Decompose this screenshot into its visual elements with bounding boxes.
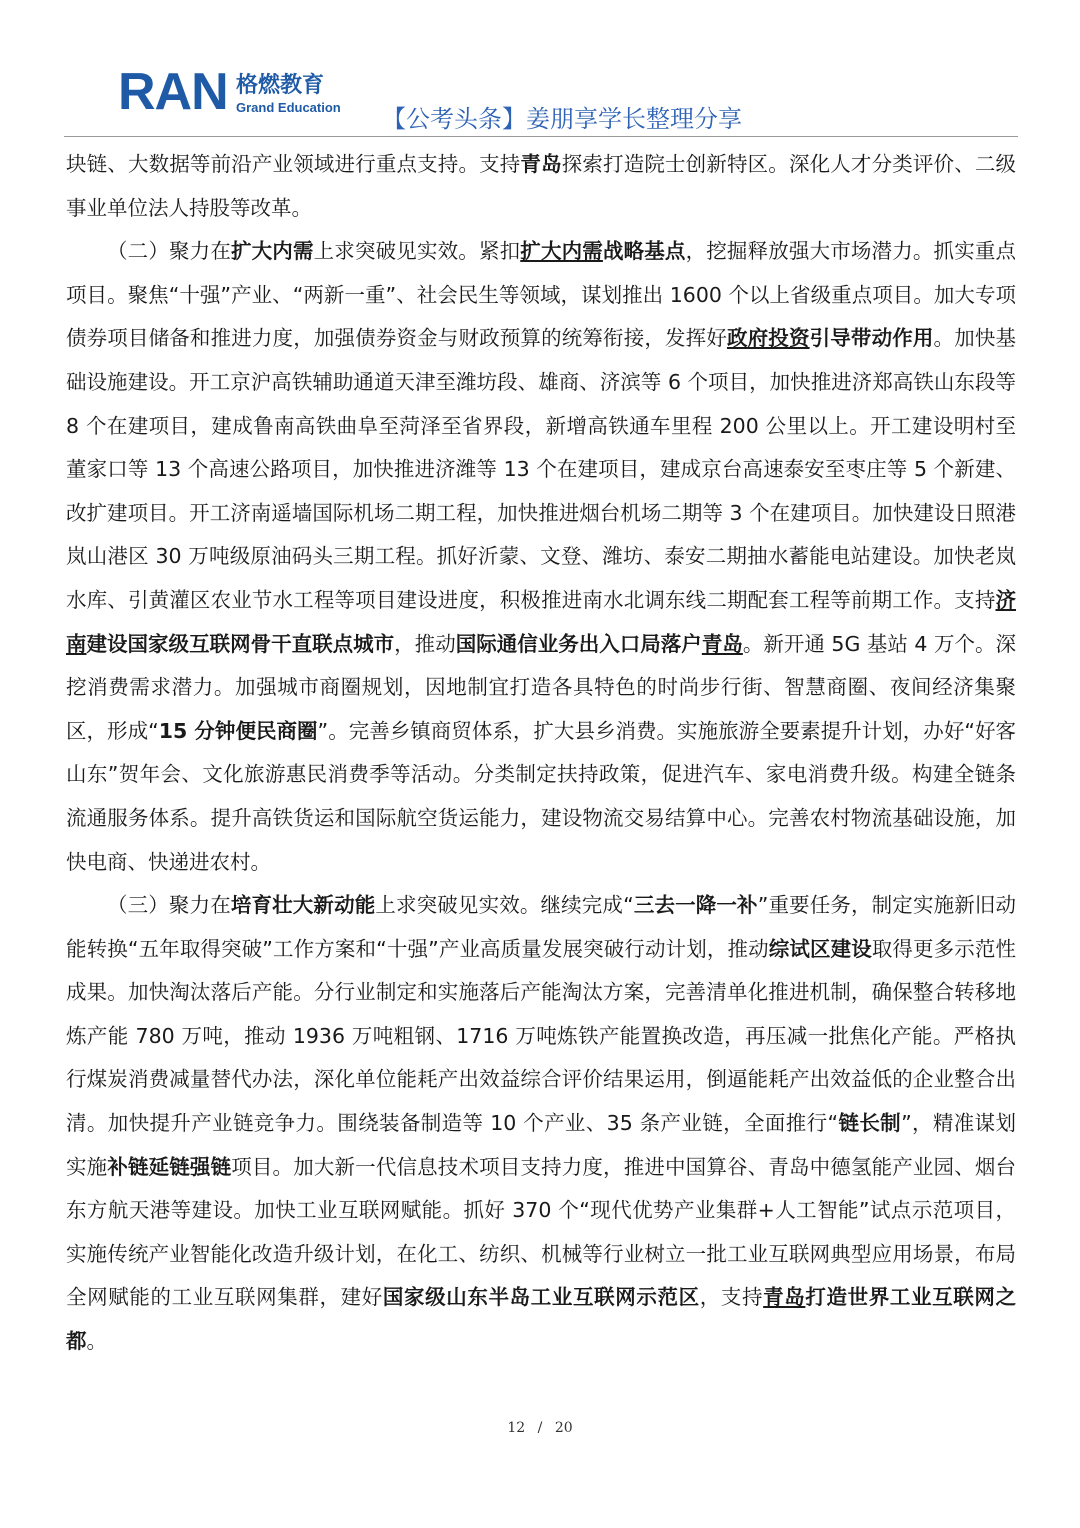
paragraph-2 — [66, 230, 1016, 884]
emphasis-text: 引导带动作用 — [809, 326, 934, 351]
text-run: 上求突破见实效。紧扣 — [313, 239, 521, 264]
page-separator: / — [537, 1420, 543, 1436]
emphasis-text: 国际通信业务出入口局落户 — [455, 631, 702, 656]
emphasis-text: 青岛 — [763, 1285, 806, 1310]
logo-chinese-name: 格燃教育 — [236, 73, 325, 98]
text-run: 取得更多示范性成果。加快淘汰落后产能。分行业制定和实施落后产能淘汰方案，完善清单化推进机制，确保整合转移地炼产能 780 万吨，推动 1936 万吨粗钢、1716 万吨炼铁产能置换改造，再压减一批焦化产能。严格执行煤炭消费减量替代办法，深化单位能耗产出效益综合评价结果运用，倒逼能耗产出效益低的企业整合出清。加快提升产业链竞争力。围绕装备制造等 10 个产业、35 条产业链，全面推行“ — [66, 936, 1017, 1136]
text-run: ，挖掘释放强大市场潜力。抓实重点项目。聚焦“十强”产业、“两新一重”、社会民生等领域，谋划推出 1600 个以上省级重点项目。加大专项债券项目储备和推进力度，加强债券资金与财政预算的统筹衔接，发挥好 — [66, 239, 1017, 351]
emphasis-text: 链长制 — [838, 1111, 902, 1136]
text-run: 。加快基础设施建设。开工京沪高铁辅助通道天津至潍坊段、雄商、济滨等 6 个项目，加快推进济郑高铁山东段等 8 个在建项目，建成鲁南高铁曲阜至菏泽至省界段，新增高铁通车里程 200 公里以上。开工建设明村至董家口等 13 个高速公路项目，加快推进济潍等 13 个在建项目，建成京台高速泰安至枣庄等 5 个新建、改扩建项目。开工济南遥墙国际机场二期工程，加快推进烟台机场二期等 3 个在建项目。加快建设日照港岚山港区 30 万吨级原油码头三期工程。抓好沂蒙、文登、潍坊、泰安二期抽水蓄能电站建设。加快老岚水库、引黄灌区农业节水工程等项目建设进度，积极推进南水北调东线二期配套工程等前期工作。支持 — [66, 326, 1017, 612]
text-run: 探索打造院士创新特区。深化人才分类评价、二级事业单位法人持股等改革。 — [66, 152, 1016, 220]
text-run: ”。完善乡镇商贸体系，扩大县乡消费。实施旅游全要素提升计划，办好“好客山东”贺年会、文化旅游惠民消费季等活动。分类制定扶持政策，促进汽车、家电消费升级。构建全链条流通服务体系。提升高铁货运和国际航空货运能力，建设物流交易结算中心。完善农村物流基础设施，加快电商、快递进农村。 — [66, 718, 1017, 874]
page-number — [0, 1420, 1080, 1436]
emphasis-text: 国家级山东半岛工业互联网示范区 — [382, 1285, 700, 1310]
emphasis-text: 济南 — [66, 587, 1016, 656]
text-run: （二）聚力在 — [107, 239, 231, 264]
emphasis-text: 扩大内需 — [230, 239, 314, 264]
emphasis-text: 15 分钟便民商圈 — [158, 718, 318, 743]
emphasis-text: 打造世界工业互联网之都 — [66, 1285, 1016, 1354]
text-run: 上求突破见实效。继续完成“ — [375, 893, 634, 918]
emphasis-text: 战略基点 — [602, 239, 686, 264]
emphasis-text: 青岛 — [520, 152, 562, 176]
emphasis-text: 培育壮大新动能 — [230, 893, 376, 918]
page-total: 20 — [554, 1420, 573, 1436]
logo-english-name: Grand Education — [236, 100, 341, 115]
header-divider — [64, 136, 1018, 137]
text-run: 项目。加大新一代信息技术项目支持力度，推进中国算谷、青岛中德氢能产业园、烟台东方航天港等建设。加快工业互联网赋能。抓好 370 个“现代优势产业集群+人工智能”试点示范项目，实施传统产业智能化改造升级计划，在化工、纺织、机械等行业树立一批工业互联网典型应用场景，布局全网赋能的工业互联网集群，建好 — [66, 1154, 1017, 1310]
header-title: 【公考头条】姜朋享学长整理分享 — [382, 105, 742, 133]
paragraph-1 — [66, 143, 1016, 230]
text-run: （三）聚力在 — [107, 893, 231, 918]
text-run: ，推动 — [394, 631, 456, 656]
text-run: 块链、大数据等前沿产业领域进行重点支持。支持 — [66, 152, 521, 176]
page-header — [0, 0, 1080, 140]
text-run: ，支持 — [699, 1285, 764, 1310]
emphasis-text: 扩大内需 — [520, 239, 603, 264]
emphasis-text: 三去一降一补 — [633, 893, 758, 918]
emphasis-text: 综试区建设 — [768, 936, 872, 961]
emphasis-text: 建设国家级互联网骨干直联点城市 — [86, 631, 395, 656]
emphasis-text: 青岛 — [701, 631, 743, 656]
text-run: 。新开通 5G 基站 4 万个。深挖消费需求潜力。加强城市商圈规划，因地制宜打造各具特色的时尚步行街、智慧商圈、夜间经济集聚区，形成“ — [66, 631, 1017, 743]
text-run: ”，精准谋划实施 — [66, 1111, 1017, 1179]
page-current: 12 — [507, 1420, 526, 1436]
text-run: 。 — [86, 1329, 107, 1354]
logo-mark: RAN — [118, 63, 228, 121]
emphasis-text: 政府投资 — [726, 326, 810, 351]
emphasis-text: 补链延链强链 — [107, 1154, 232, 1179]
document-body — [66, 143, 1016, 1364]
paragraph-3 — [66, 884, 1016, 1364]
text-run: ”重要任务，制定实施新旧动能转换“五年取得突破”工作方案和“十强”产业高质量发展突破行动计划，推动 — [66, 893, 1017, 961]
